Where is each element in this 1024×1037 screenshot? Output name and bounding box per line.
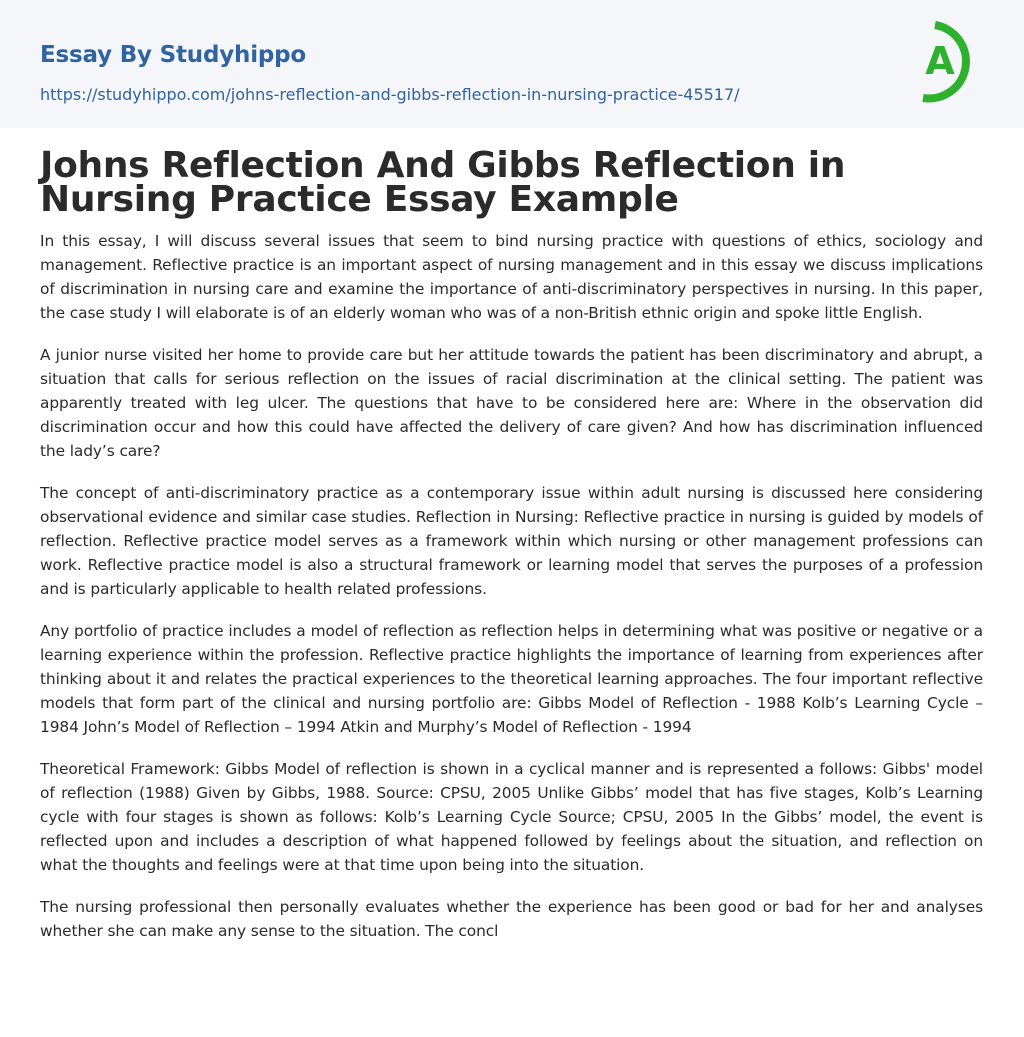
paragraph-2: A junior nurse visited her home to provide care but her attitude towards the patient has been discriminatory and abrupt, a situation that calls for serious reflection on the issues of racial discrimination at the clinical setting. The patient was apparently treated with leg ulcer. The questions that have to be considered here are: Where in the observation did discrimination occur and how this could have affected the delivery of care given? And how has discrimination influenced the lady’s care? (40, 346, 983, 460)
paragraph-1: In this essay, I will discuss several issues that seem to bind nursing practice with questions of ethics, sociology and management. Reflective practice is an important aspect of nursing management and in this essay we discuss implications of discrimination in nursing care and examine the importance of anti-discriminatory perspectives in nursing. In this paper, the case study I will elaborate is of an elderly woman who was of a non-British ethnic origin and spoke little English. (40, 232, 983, 322)
article (0, 145, 1024, 943)
logo-letter: A (925, 39, 955, 83)
site-brand[interactable]: Essay By Studyhippo (40, 42, 307, 68)
page-title: Johns Reflection And Gibbs Reflection in Nursing Practice Essay Example (40, 145, 846, 220)
studyhippo-logo-icon[interactable] (911, 18, 987, 104)
paragraph-4: Any portfolio of practice includes a model of reflection as reflection helps in determining what was positive or negative or a learning experience within the profession. Reflective practice highlights the importance of learning from experiences after thinking about it and relates the practical experiences to the theoretical learning approaches. The four important reflective models that form part of the clinical and nursing portfolio are: Gibbs Model of Reflection - 1988 Kolb’s Learning Cycle – 1984 John’s Model of Reflection – 1994 Atkin and Murphy’s Model of Reflection - 1994 (40, 622, 983, 736)
paragraph-6: The nursing professional then personally evaluates whether the experience has been good or bad for her and analyses whether she can make any sense to the situation. The concl (40, 898, 983, 940)
paragraph-3: The concept of anti-discriminatory practice as a contemporary issue within adult nursing is discussed here considering observational evidence and similar case studies. Reflection in Nursing: Reflective practice in nursing is guided by models of reflection. Reflective practice model serves as a framework within which nursing or other management professions can work. Reflective practice model is also a structural framework or learning model that serves the purposes of a profession and is particularly applicable to health related professions. (40, 484, 983, 598)
paragraph-5: Theoretical Framework: Gibbs Model of reflection is shown in a cyclical manner and is represented a follows: Gibbs' model of reflection (1988) Given by Gibbs, 1988. Source: CPSU, 2005 Unlike Gibbs’ model that has five stages, Kolb’s Learning cycle with four stages is shown as follows: Kolb’s Learning Cycle Source; CPSU, 2005 In the Gibbs’ model, the event is reflected upon and includes a description of what happened followed by feelings about the situation, and reflection on what the thoughts and feelings were at that time upon being into the situation. (40, 760, 983, 874)
essay-url-link[interactable]: https://studyhippo.com/johns-reflection-and-gibbs-reflection-in-nursing-practice-45517/ (40, 85, 740, 104)
site-header (0, 0, 1024, 128)
